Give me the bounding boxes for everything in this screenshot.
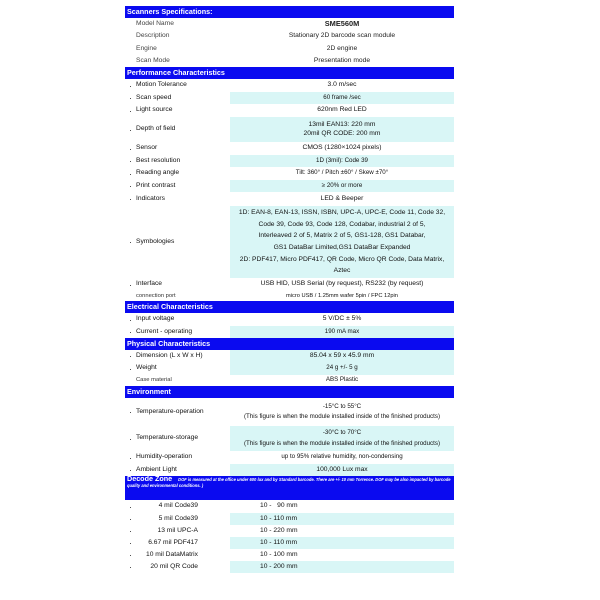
spec-value-line: 3.0 m/sec [327,81,357,89]
spec-value-line: (This figure is when the module installed inside of the finished products) [243,413,441,420]
spec-value-line: 24 g +/- 5 g [326,364,358,372]
spec-row [125,426,454,451]
spec-label: · Temperature-storage [125,426,230,451]
spec-row [125,464,454,476]
spec-value-line: Code 39, Code 93, Code 128, Codabar, industrial 2 of 5, [258,220,426,228]
spec-value-line: (This figure is when the module installed inside of the finished products) [243,439,441,447]
spec-value-line: ABS Plastic [325,376,359,384]
spec-value [230,426,454,451]
decode-zone-header [125,476,454,500]
spec-value-line: CMOS (1280×1024 pixels) [302,144,382,152]
decode-zone-row [125,561,454,573]
scanner-specs-section [125,18,454,67]
spec-row [125,291,454,301]
decode-zone-row [125,549,454,561]
spec-label: · Input voltage [125,313,230,326]
spec-label: · Weight [125,362,230,375]
spec-row [125,192,454,206]
spec-row-scan-mode [125,55,454,67]
spec-value [230,326,454,338]
decode-zone-label [125,549,230,561]
spec-label: Model Name [136,19,174,27]
spec-value-line: -15°C to 55°C [322,402,362,410]
performance-header: Performance Characteristics [125,67,454,79]
decode-zone-range-text: 10 - 110 mm [260,514,298,522]
decode-zone-range [230,549,454,561]
decode-zone-label [125,537,230,549]
spec-row [125,206,454,278]
spec-value-line: 20mil QR CODE: 200 mm [303,129,381,137]
spec-label: · Light source [125,104,230,117]
spec-value [230,350,454,362]
decode-zone-section [125,500,454,573]
spec-row [125,350,454,362]
spec-label: · Reading angle [125,167,230,180]
spec-value-line: 100,000 Lux max [316,465,368,473]
decode-zone-label [125,525,230,537]
decode-zone-title: Decode Zone [127,476,173,483]
spec-value [230,192,454,206]
spec-label: · Humidity-operation [125,451,230,464]
decode-zone-label [125,513,230,525]
spec-label: connection port [136,292,176,299]
spec-value-line: ≥ 20% or more [321,181,363,189]
spec-value-line: 13mil EAN13: 220 mm [308,121,376,129]
environment-header: Environment [125,386,454,398]
spec-value-line: Tilt: 360° / Pitch ±60° / Skew ±70° [295,169,389,177]
spec-value [230,117,454,142]
spec-label: · Current - operating [125,326,230,338]
spec-sheet [125,6,454,573]
spec-value [230,142,454,155]
spec-value-model: SME560M [324,18,360,28]
decode-zone-row [125,513,454,525]
decode-zone-label [125,500,230,513]
spec-value-line: 5 V/DC ± 5% [322,315,362,323]
spec-label: · Interface [125,278,230,291]
spec-value [230,206,454,278]
spec-value [230,155,454,167]
spec-value-line: Aztec [333,267,351,275]
spec-row [125,142,454,155]
spec-value [230,362,454,375]
spec-row [125,167,454,180]
spec-row [125,326,454,338]
decode-zone-label [125,561,230,573]
spec-label: · Print contrast [125,180,230,192]
spec-row [125,278,454,291]
scanner-specs-header: Scanners Specifications: [125,6,454,18]
performance-section [125,79,454,301]
spec-label: · Temperature-operation [125,398,230,426]
spec-label: · Indicators [125,192,230,206]
spec-value-line: Interleaved 2 of 5, Matrix 2 of 5, GS1-128, GS1 Databar, [258,232,426,240]
electrical-header: Electrical Characteristics [125,301,454,313]
spec-value-line: -30°C to 70°C [322,429,362,436]
decode-zone-label-text: · 10 mil DataMatrix [145,550,198,558]
decode-zone-range-text: 10 - 90 mm [260,502,298,510]
spec-label: Scan Mode [136,56,170,64]
decode-zone-range [230,525,454,537]
spec-value [230,313,454,326]
physical-section [125,350,454,386]
spec-value [230,291,454,301]
spec-value-line: micro USB / 1.25mm wafer 5pin / FPC 12pin [286,292,398,299]
spec-row [125,362,454,375]
spec-value-line: 1D (3mil): Code 39 [316,156,368,164]
spec-value [230,464,454,476]
spec-label: · Dimension (L x W x H) [125,350,230,362]
spec-label: Case material [136,377,172,384]
spec-value-line: 1D: EAN-8, EAN-13, ISSN, ISBN, UPC-A, UPC-E, Code 11, Code 32, [238,209,446,217]
spec-label: · Sensor [125,142,230,155]
decode-zone-range [230,561,454,573]
spec-label: · Scan speed [125,92,230,104]
decode-zone-label-text: · 5 mil Code39 [158,514,198,522]
spec-value: Stationary 2D barcode scan module [288,32,396,40]
decode-zone-range-text: 10 - 110 mm [260,538,298,546]
spec-value-line: 60 frame /sec [323,93,361,101]
spec-value: Presentation mode [313,56,371,64]
decode-zone-range-text: 10 - 100 mm [260,550,298,558]
spec-label: · Ambient Light [125,464,230,476]
spec-label: Description [136,32,170,40]
spec-row [125,313,454,326]
spec-value [230,79,454,92]
spec-label: Engine [136,44,157,52]
decode-zone-label-text: · 20 mil QR Code [150,562,198,570]
spec-value-line: 190 mA max [324,327,360,335]
spec-value [230,167,454,180]
decode-zone-label-text: · 13 mil UPC-A [157,526,198,534]
spec-value-line: up to 95% relative humidity, non-condensing [281,453,403,461]
spec-value: 2D engine [326,44,358,52]
spec-row [125,398,454,426]
spec-row [125,155,454,167]
spec-value [230,278,454,291]
decode-zone-row [125,500,454,513]
decode-zone-range [230,513,454,525]
physical-header: Physical Characteristics [125,338,454,350]
decode-zone-row [125,525,454,537]
spec-row [125,104,454,117]
spec-value-line: USB HID, USB Serial (by request), RS232 (by request) [260,280,424,288]
spec-label: · Depth of field [125,117,230,142]
spec-row [125,117,454,142]
spec-value-line: 620nm Red LED [317,106,367,114]
spec-row [125,451,454,464]
decode-zone-range [230,500,454,513]
decode-zone-label-text: · 6.67 mil PDF417 [148,538,198,546]
decode-zone-range-text: 10 - 200 mm [260,562,298,570]
spec-value [230,451,454,464]
spec-label: · Best resolution [125,155,230,167]
spec-value [230,180,454,192]
spec-row-description [125,30,454,43]
spec-value [230,92,454,104]
environment-section [125,398,454,476]
decode-zone-row [125,537,454,549]
spec-row-model [125,18,454,30]
spec-value-line: LED & Beeper [320,194,364,202]
spec-value [230,104,454,117]
spec-value-line: GS1 DataBar Limited,GS1 DataBar Expanded [273,244,411,251]
spec-row [125,79,454,92]
decode-zone-label-text: · 4 mil Code39 [158,502,198,510]
decode-zone-note: DOF is measured at the office under 600 lux and by Standard barcode. There are +/- 10 mm Torrence. DOF may be also impacted by barcode quality and environmental conditions. ) [127,477,451,488]
spec-value-line: 85.04 x 59 x 45.9 mm [309,351,375,359]
spec-label: · Symbologies [125,206,230,278]
decode-zone-range-text: 10 - 220 mm [260,526,298,534]
spec-value-line: 2D: PDF417, Micro PDF417, QR Code, Micro QR Code, Data Matrix, [239,255,445,263]
spec-value [230,398,454,426]
spec-row [125,180,454,192]
spec-row [125,92,454,104]
electrical-section [125,313,454,338]
spec-row [125,375,454,386]
spec-value [230,375,454,386]
spec-label: · Motion Tolerance [125,79,230,92]
decode-zone-range [230,537,454,549]
spec-row-engine [125,43,454,55]
